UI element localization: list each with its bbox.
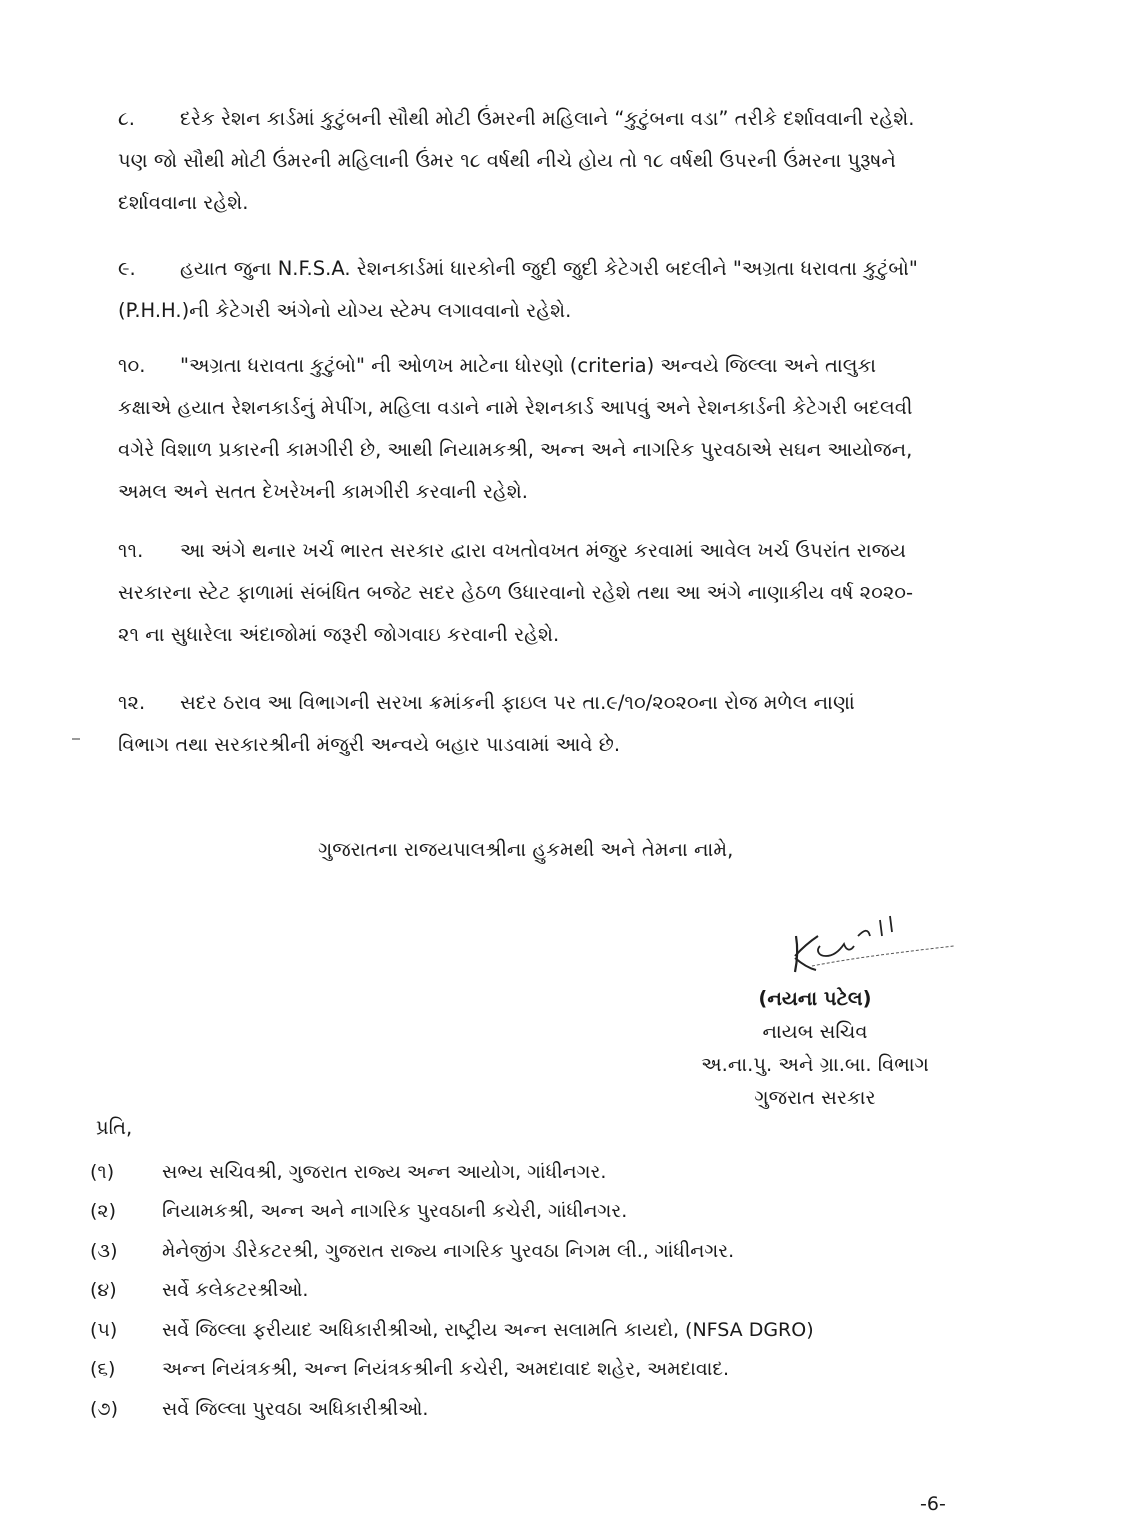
list-item-number: (૩) [90, 1239, 118, 1262]
list-item-number: (૭) [90, 1397, 119, 1420]
signatory-name: (નયના પટેલ) [758, 987, 872, 1010]
paragraph-line: વગેરે વિશાળ પ્રકારની કામગીરી છે, આથી નિયામકશ્રી, અન્ન અને નાગરિક પુરવઠાએ સઘન આયોજન, [118, 438, 913, 461]
distribution-heading: પ્રતિ, [96, 1116, 133, 1139]
paragraph-line: કક્ષાએ હયાત રેશનકાર્ડનું મેપીંગ, મહિલા વડાને નામે રેશનકાર્ડ આપવું અને રેશનકાર્ડની કેટેગરી બદલવી [118, 396, 913, 419]
paragraph-line: "અગ્રતા ધરાવતા કુટુંબો" ની ઓળખ માટેના ધોરણો (criteria) અન્વયે જિલ્લા અને તાલુકા [180, 354, 877, 377]
paragraph-11 [118, 530, 1006, 656]
distribution-list [90, 1152, 990, 1429]
paragraph-number: ૧૧. [118, 539, 144, 562]
list-item-number: (૪) [90, 1279, 117, 1302]
signatory-block [650, 982, 980, 1114]
paragraph-line: (P.H.H.)ની કેટેગરી અંગેનો યોગ્ય સ્ટેમ્પ લગાવવાનો રહેશે. [118, 299, 572, 322]
list-item [90, 1231, 990, 1271]
paragraph-line: વિભાગ તથા સરકારશ્રીની મંજુરી અન્વયે બહાર પાડવામાં આવે છે. [118, 733, 621, 756]
list-item [90, 1271, 990, 1311]
margin-mark [72, 738, 80, 740]
list-item [90, 1350, 990, 1390]
closing-line: ગુજરાતના રાજયપાલશ્રીના હુકમથી અને તેમના નામે, [318, 838, 734, 861]
list-item-text: સર્વે જિલ્લા પુરવઠા અધિકારીશ્રીઓ. [162, 1397, 429, 1420]
list-item-number: (૫) [90, 1318, 118, 1341]
paragraph-line: આ અંગે થનાર ખર્ચ ભારત સરકાર દ્વારા વખતોવખત મંજુર કરવામાં આવેલ ખર્ચ ઉપરાંત રાજય [180, 539, 907, 562]
signatory-government: ગુજરાત સરકાર [754, 1086, 876, 1109]
list-item-text: અન્ન નિયંત્રકશ્રી, અન્ન નિયંત્રકશ્રીની કચેરી, અમદાવાદ શહેર, અમદાવાદ. [162, 1358, 730, 1381]
paragraph-line: દરેક રેશન કાર્ડમાં કુટુંબની સૌથી મોટી ઉંમરની મહિલાને “કુટુંબના વડા” તરીકે દર્શાવવાની રહેશે. [180, 107, 915, 130]
list-item-text: મેનેજીંગ ડીરેકટરશ્રી, ગુજરાત રાજ્ય નાગરિક પુરવઠા નિગમ લી., ગાંધીનગર. [162, 1239, 735, 1262]
paragraph-number: ૯. [118, 257, 136, 280]
list-item-text: સર્વે જિલ્લા ફરીયાદ અધિકારીશ્રીઓ, રાષ્ટ્રીય અન્ન સલામતિ કાયદો, (NFSA DGRO) [162, 1318, 814, 1341]
paragraph-10 [118, 345, 1006, 513]
list-item [90, 1152, 990, 1192]
list-item-number: (૨) [90, 1200, 116, 1223]
list-item-number: (૧) [90, 1160, 115, 1183]
paragraph-line: ૨૧ ના સુધારેલા અંદાજોમાં જરૂરી જોગવાઇ કરવાની રહેશે. [118, 623, 560, 646]
signatory-designation: નાયબ સચિવ [762, 1020, 868, 1043]
signature-image [782, 906, 962, 982]
paragraph-number: ૮. [118, 107, 135, 130]
list-item [90, 1192, 990, 1232]
list-item-text: સર્વે કલેકટરશ્રીઓ. [162, 1279, 309, 1302]
page-number: -6- [920, 1493, 946, 1515]
list-item [90, 1310, 990, 1350]
paragraph-line: સદર ઠરાવ આ વિભાગની સરખા ક્રમાંકની ફાઇલ પર તા.૯/૧૦/૨૦૨૦ના રોજ મળેલ નાણાં [180, 691, 855, 714]
paragraph-line: દર્શાવવાના રહેશે. [118, 191, 249, 214]
paragraph-line: અમલ અને સતત દેખરેખની કામગીરી કરવાની રહેશે. [118, 480, 529, 503]
paragraph-number: ૧૦. [118, 354, 146, 377]
list-item-text: સભ્ય સચિવશ્રી, ગુજરાત રાજ્ય અન્ન આયોગ, ગાંધીનગર. [162, 1160, 607, 1183]
paragraph-12 [118, 682, 1006, 766]
list-item-text: નિયામકશ્રી, અન્ન અને નાગરિક પુરવઠાની કચેરી, ગાંધીનગર. [162, 1200, 628, 1223]
paragraph-9 [118, 248, 1006, 332]
list-item [90, 1389, 990, 1429]
paragraph-line: પણ જો સૌથી મોટી ઉંમરની મહિલાની ઉંમર ૧૮ વર્ષથી નીચે હોય તો ૧૮ વર્ષથી ઉપરની ઉંમરના પુરૂષને [118, 149, 896, 172]
paragraph-line: સરકારના સ્ટેટ ફાળામાં સંબંધિત બજેટ સદર હેઠળ ઉધારવાનો રહેશે તથા આ અંગે નાણાકીય વર્ષ ૨૦૨૦- [118, 581, 914, 604]
list-item-number: (૬) [90, 1358, 116, 1381]
signatory-department: અ.ના.પુ. અને ગ્રા.બા. વિભાગ [701, 1053, 929, 1076]
paragraph-number: ૧૨. [118, 691, 146, 714]
paragraph-8 [118, 98, 1006, 224]
paragraph-line: હયાત જુના N.F.S.A. રેશનકાર્ડમાં ધારકોની જુદી જુદી કેટેગરી બદલીને "અગ્રતા ધરાવતા કુટુંબો" [180, 257, 918, 280]
